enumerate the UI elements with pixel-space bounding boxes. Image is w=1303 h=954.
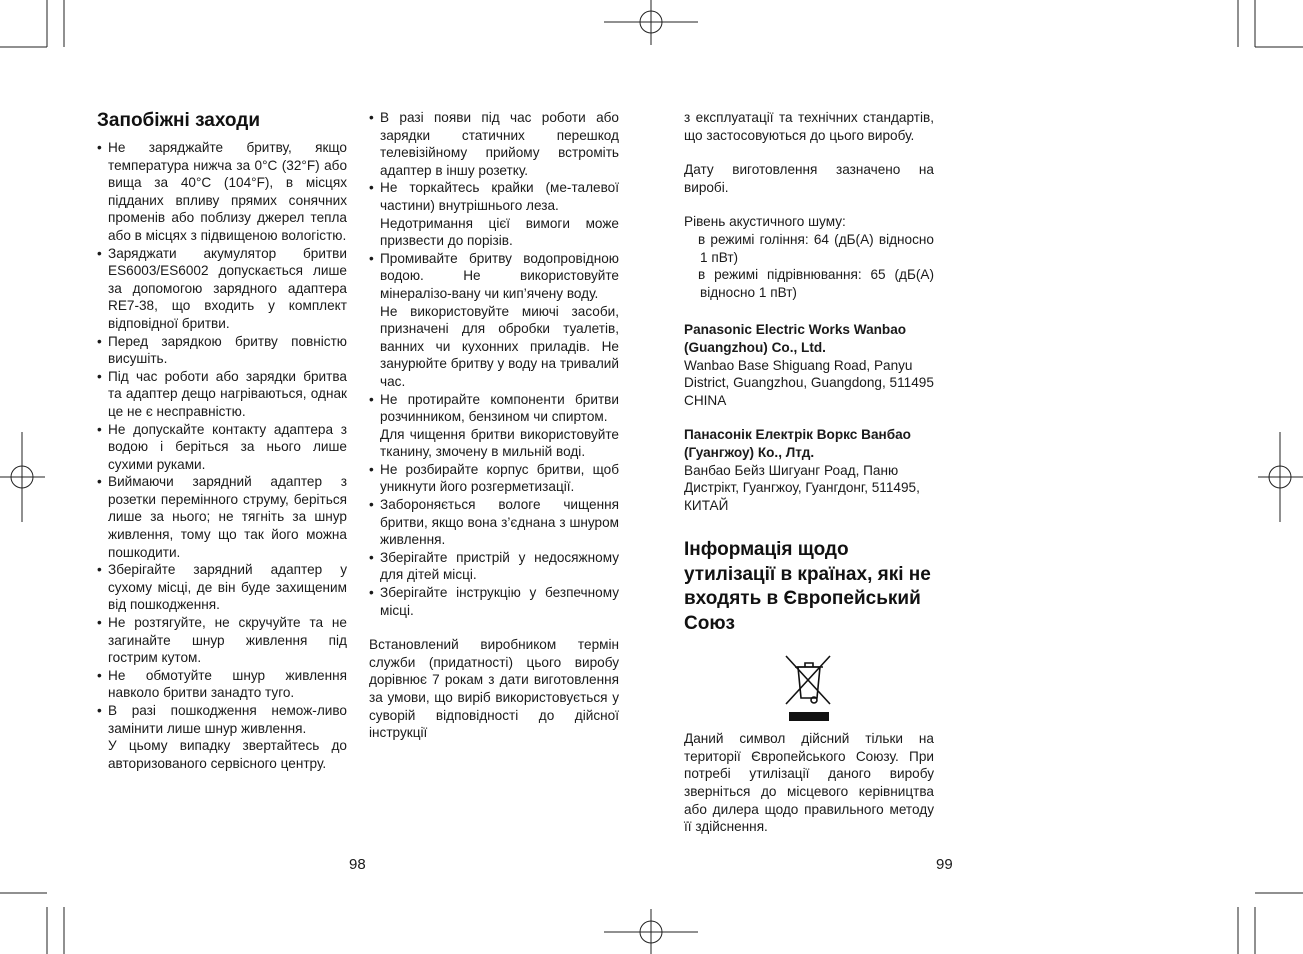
list-item xyxy=(97,333,347,368)
list-item-text: Забороняється вологе чищення бритви, якщо вона з’єднана з шнуром живлення. xyxy=(380,497,619,548)
list-item xyxy=(369,496,619,549)
left-page-column-2 xyxy=(369,109,619,742)
list-item-text: Зберігайте зарядний адаптер у сухому місці, де він буде захищеним від пошкодження. xyxy=(108,562,347,613)
list-item xyxy=(97,702,347,772)
noise-shaving: в режимі гоління: 64 (дБ(А) відносно 1 пВт) xyxy=(698,231,934,265)
list-item xyxy=(97,561,347,614)
crossed-out-wheeled-bin-icon xyxy=(784,654,834,722)
right-page-column xyxy=(684,109,934,836)
list-item-subtext: У цьому випадку звертайтесь до авторизованого сервісного центру. xyxy=(108,738,347,771)
left-page-column-1 xyxy=(97,109,347,772)
list-item xyxy=(369,250,619,391)
page-number-left: 98 xyxy=(349,856,366,873)
noise-title: Рівень акустичного шуму: xyxy=(684,214,846,230)
precautions-list-2 xyxy=(369,109,619,619)
list-item xyxy=(97,473,347,561)
list-item-text: Не заряджайте бритву, якщо температура нижча за 0°C (32°F) або вища за 40°C (104°F), в місцях підданих впливу прямих сонячних променів або поблизу джерел тепла або в місцях з підвищеною вологістю. xyxy=(108,140,347,243)
list-item-text: Не обмотуйте шнур живлення навколо бритви занадто туго. xyxy=(108,667,347,701)
list-item-text: Не протирайте компоненти бритви розчинником, бензином чи спиртом. xyxy=(380,391,619,425)
manufacturer-ua xyxy=(684,426,934,514)
list-item-subtext: Не використовуйте миючі засоби, призначені для обробки туалетів, ванних чи кухонних приладів. Не занурюйте бритву у воду на тривалий час. xyxy=(380,303,619,389)
manufacturer-en xyxy=(684,321,934,409)
continuation-text: з експлуатації та технічних стандартів, що застосовуються до цього виробу. xyxy=(684,110,934,143)
page-number-right: 99 xyxy=(936,856,953,873)
noise-trimming: в режимі підрівнювання: 65 (дБ(А) відносно 1 пВт) xyxy=(698,267,934,300)
manufacture-date-text: Дату виготовлення зазначено на виробі. xyxy=(684,162,934,195)
manufacturer-ua-address: Ванбао Бейз Шигуанг Роад, Паню Дистрікт, Гуангжоу, Гуангдонг, 511495, КИТАЙ xyxy=(684,462,920,513)
list-item xyxy=(369,461,619,496)
list-item-text: Не розбирайте корпус бритви, щоб уникнути його розгерметизації. xyxy=(380,461,619,495)
list-item xyxy=(369,584,619,619)
list-item xyxy=(97,667,347,702)
list-item-text: Не допускайте контакту адаптера з водою і беріться за нього лише сухими руками. xyxy=(108,421,347,472)
precautions-list-1 xyxy=(97,139,347,772)
service-life-text: Встановлений виробником термін служби (придатності) цього виробу дорівнює 7 рокам з дати виготовлення за умови, що виріб використовується у суворій відповідності до дійсної інструкції xyxy=(369,637,619,741)
manufacturer-ua-name: Панасонік Електрік Воркс Ванбао (Гуангжоу) Ко., Лтд. xyxy=(684,427,911,460)
list-item-text: В разі пошкодження немож-ливо замінити лише шнур живлення. xyxy=(108,703,347,736)
list-item-text: Заряджати акумулятор бритви ES6003/ES6002 допускається лише за допомогою зарядного адаптера RE7-38, що входить у комплект відповідної бритви. xyxy=(108,245,347,331)
manufacturer-en-name: Panasonic Electric Works Wanbao (Guangzhou) Co., Ltd. xyxy=(684,322,907,355)
list-item-text: Зберігайте пристрій у недосяжному для дітей місці. xyxy=(380,549,619,583)
list-item-text: Виймаючи зарядний адаптер з розетки перемінного струму, беріться лише за нього; не тягніть за шнур живлення, тому що так його можна пошкодити. xyxy=(108,474,347,560)
list-item xyxy=(97,139,347,245)
list-item xyxy=(97,245,347,333)
list-item xyxy=(97,614,347,667)
list-item xyxy=(97,368,347,421)
list-item-text: В разі появи під час роботи або зарядки статичних перешкод телевізійному прийому встроміть адаптер в іншу розетку. xyxy=(380,110,619,178)
list-item-text: Перед зарядкою бритву повністю висушіть. xyxy=(108,333,347,367)
list-item xyxy=(97,421,347,474)
list-item-text: Не розтягуйте, не скручуйте та не загинайте шнур живлення під гострим кутом. xyxy=(108,615,347,666)
list-item xyxy=(369,179,619,249)
list-item xyxy=(369,549,619,584)
disposal-text: Даний символ дійсний тільки на території Європейського Союзу. При потребі утилізації даного виробу зверніться до місцевого керівництва або дилера щодо правильного методу її здійснення. xyxy=(684,731,934,835)
list-item-subtext: Для чищення бритви використовуйте тканину, змочену в мильній воді. xyxy=(380,426,619,460)
list-item-text: Зберігайте інструкцію у безпечному місці. xyxy=(380,585,619,618)
list-item-text: Промивайте бритву водопровідною водою. Не використовуйте мінералізо-вану чи кип’ячену воду. xyxy=(380,250,619,301)
list-item-text: Під час роботи або зарядки бритва та адаптер дещо нагріваються, однак це не є несправністю. xyxy=(108,368,347,419)
list-item-subtext: Недотримання цієї вимоги може призвести до порізів. xyxy=(380,215,619,249)
precautions-heading: Запобіжні заходи xyxy=(97,110,261,131)
list-item-text: Не торкайтесь крайки (ме-талевої частини) внутрішнього леза. xyxy=(380,180,619,213)
manufacturer-en-address: Wanbao Base Shiguang Road, Panyu District, Guangzhou, Guangdong, 511495 CHINA xyxy=(684,357,934,408)
disposal-heading: Інформація щодо утилізації в країнах, які не входять в Європейський Союз xyxy=(684,539,931,634)
list-item xyxy=(369,391,619,461)
list-item xyxy=(369,109,619,179)
